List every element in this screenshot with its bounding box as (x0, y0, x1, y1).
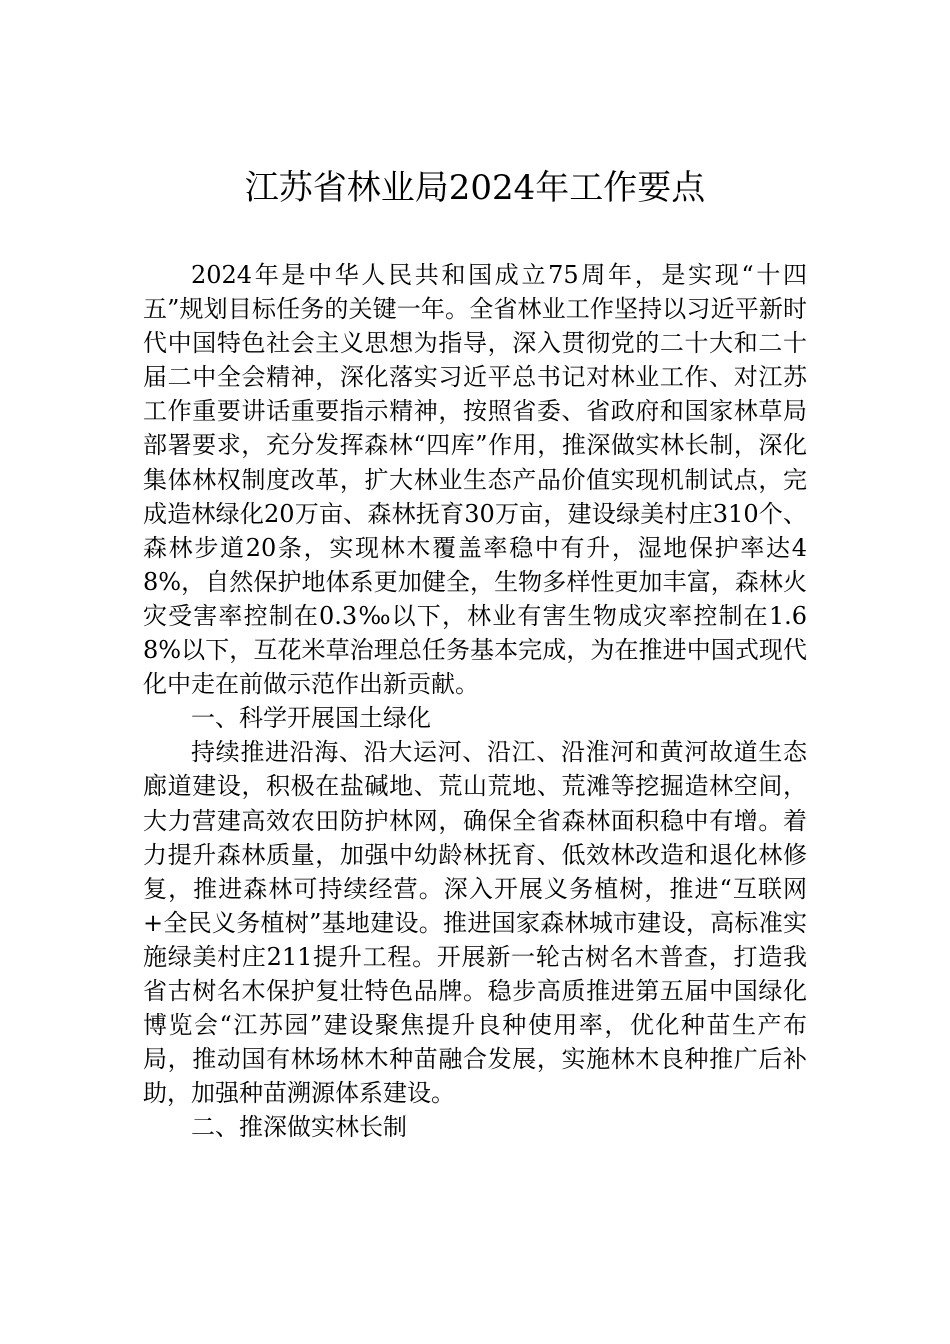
intro-paragraph: 2024年是中华人民共和国成立75周年，是实现“十四五”规划目标任务的关键一年。全省林业工作坚持以习近平新时代中国特色社会主义思想为指导，深入贯彻党的二十大和二十届二中全会精神，深化落实习近平总书记对林业工作、对江苏工作重要讲话重要指示精神，按照省委、省政府和国家林草局部署要求，充分发挥森林“四库”作用，推深做实林长制，深化集体林权制度改革，扩大林业生态产品价值实现机制试点，完成造林绿化20万亩、森林抚育30万亩，建设绿美村庄310个、森林步道20条，实现林木覆盖率稳中有升，湿地保护率达48%，自然保护地体系更加健全，生物多样性更加丰富，森林火灾受害率控制在0.3‰以下，林业有害生物成灾率控制在1.68%以下，互花米草治理总任务基本完成，为在推进中国式现代化中走在前做示范作出新贡献。 (143, 261, 807, 699)
document-title: 江苏省林业局2024年工作要点 (244, 168, 706, 208)
section-1-paragraph: 持续推进沿海、沿大运河、沿江、沿淮河和黄河故道生态廊道建设，积极在盐碱地、荒山荒地、荒滩等挖掘造林空间，大力营建高效农田防护林网，确保全省森林面积稳中有增。着力提升森林质量，加强中幼龄林抚育、低效林改造和退化林修复，推进森林可持续经营。深入开展义务植树，推进“互联网+全民义务植树”基地建设。推进国家森林城市建设，高标准实施绿美村庄211提升工程。开展新一轮古树名木普查，打造我省古树名木保护复壮特色品牌。稳步高质推进第五届中国绿化博览会“江苏园”建设聚焦提升良种使用率，优化种苗生产布局，推动国有林场林木种苗融合发展，实施林木良种推广后补助，加强种苗溯源体系建设。 (143, 738, 807, 1108)
section-heading-2: 二、推深做实林长制 (191, 1113, 407, 1142)
section-heading-1: 一、科学开展国土绿化 (191, 704, 431, 733)
document-body (143, 258, 807, 1144)
